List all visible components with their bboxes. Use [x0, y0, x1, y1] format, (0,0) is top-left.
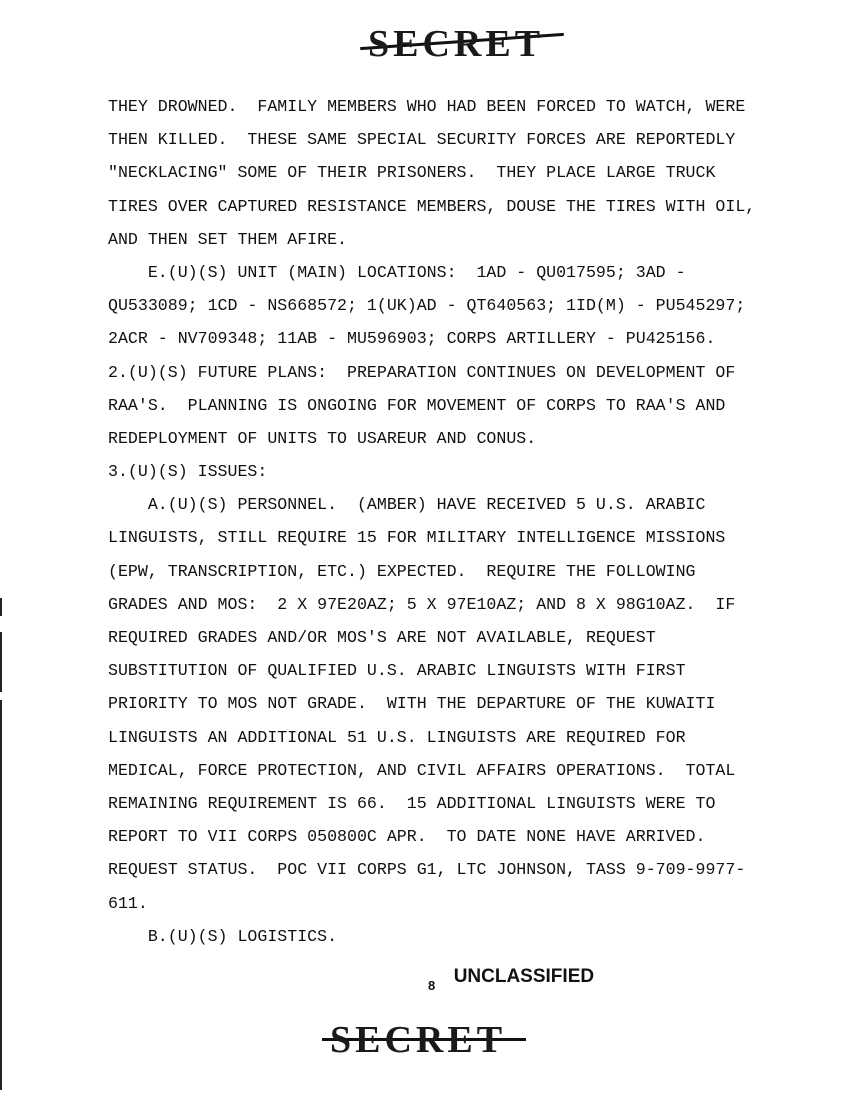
text-line: AND THEN SET THEM AFIRE.	[108, 229, 347, 249]
text-line: (EPW, TRANSCRIPTION, ETC.) EXPECTED. REQUIRE THE FOLLOWING	[108, 561, 696, 581]
page-footer	[428, 966, 595, 993]
text-line: 2.(U)(S) FUTURE PLANS: PREPARATION CONTINUES ON DEVELOPMENT OF	[108, 362, 736, 382]
text-line: GRADES AND MOS: 2 X 97E20AZ; 5 X 97E10AZ; AND 8 X 98G10AZ. IF	[108, 594, 736, 614]
top-classification-stamp	[368, 22, 544, 66]
margin-mark	[0, 700, 2, 1090]
page-number: 8	[428, 978, 436, 993]
text-line: PRIORITY TO MOS NOT GRADE. WITH THE DEPARTURE OF THE KUWAITI	[108, 694, 716, 714]
text-line: E.(U)(S) UNIT (MAIN) LOCATIONS: 1AD - QU017595; 3AD -	[108, 262, 686, 282]
text-line: A.(U)(S) PERSONNEL. (AMBER) HAVE RECEIVED 5 U.S. ARABIC	[108, 495, 706, 515]
margin-mark	[0, 598, 2, 616]
text-line: 611.	[108, 893, 148, 913]
text-line: MEDICAL, FORCE PROTECTION, AND CIVIL AFFAIRS OPERATIONS. TOTAL	[108, 760, 736, 780]
document-body	[108, 96, 755, 959]
text-line: REDEPLOYMENT OF UNITS TO USAREUR AND CONUS.	[108, 428, 537, 448]
text-line: REQUEST STATUS. POC VII CORPS G1, LTC JOHNSON, TASS 9-709-9977-	[108, 860, 746, 880]
text-line: REPORT TO VII CORPS 050800C APR. TO DATE NONE HAVE ARRIVED.	[108, 827, 706, 847]
text-line: 3.(U)(S) ISSUES:	[108, 462, 268, 482]
text-line: "NECKLACING" SOME OF THEIR PRISONERS. THEY PLACE LARGE TRUCK	[108, 163, 716, 183]
text-line: LINGUISTS AN ADDITIONAL 51 U.S. LINGUISTS ARE REQUIRED FOR	[108, 727, 686, 747]
text-line: REMAINING REQUIREMENT IS 66. 15 ADDITIONAL LINGUISTS WERE TO	[108, 793, 716, 813]
text-line: B.(U)(S) LOGISTICS.	[108, 926, 338, 946]
text-line: QU533089; 1CD - NS668572; 1(UK)AD - QT640563; 1ID(M) - PU545297;	[108, 296, 746, 316]
text-line: THEY DROWNED. FAMILY MEMBERS WHO HAD BEEN FORCED TO WATCH, WERE	[108, 97, 746, 116]
classification-text: SECRET	[368, 23, 545, 65]
text-line: RAA'S. PLANNING IS ONGOING FOR MOVEMENT OF CORPS TO RAA'S AND	[108, 395, 726, 415]
text-line: SUBSTITUTION OF QUALIFIED U.S. ARABIC LINGUISTS WITH FIRST	[108, 661, 686, 681]
classification-text: SECRET	[330, 1019, 507, 1061]
unclassified-marking: UNCLASSIFIED	[453, 966, 595, 987]
text-line: TIRES OVER CAPTURED RESISTANCE MEMBERS, DOUSE THE TIRES WITH OIL,	[108, 196, 756, 216]
text-line: 2ACR - NV709348; 11AB - MU596903; CORPS ARTILLERY - PU425156.	[108, 329, 716, 349]
margin-mark	[0, 632, 2, 692]
text-line: THEN KILLED. THESE SAME SPECIAL SECURITY FORCES ARE REPORTEDLY	[108, 130, 736, 150]
text-line: LINGUISTS, STILL REQUIRE 15 FOR MILITARY INTELLIGENCE MISSIONS	[108, 528, 726, 548]
bottom-classification-stamp	[330, 1018, 506, 1062]
text-line: REQUIRED GRADES AND/OR MOS'S ARE NOT AVAILABLE, REQUEST	[108, 628, 656, 647]
